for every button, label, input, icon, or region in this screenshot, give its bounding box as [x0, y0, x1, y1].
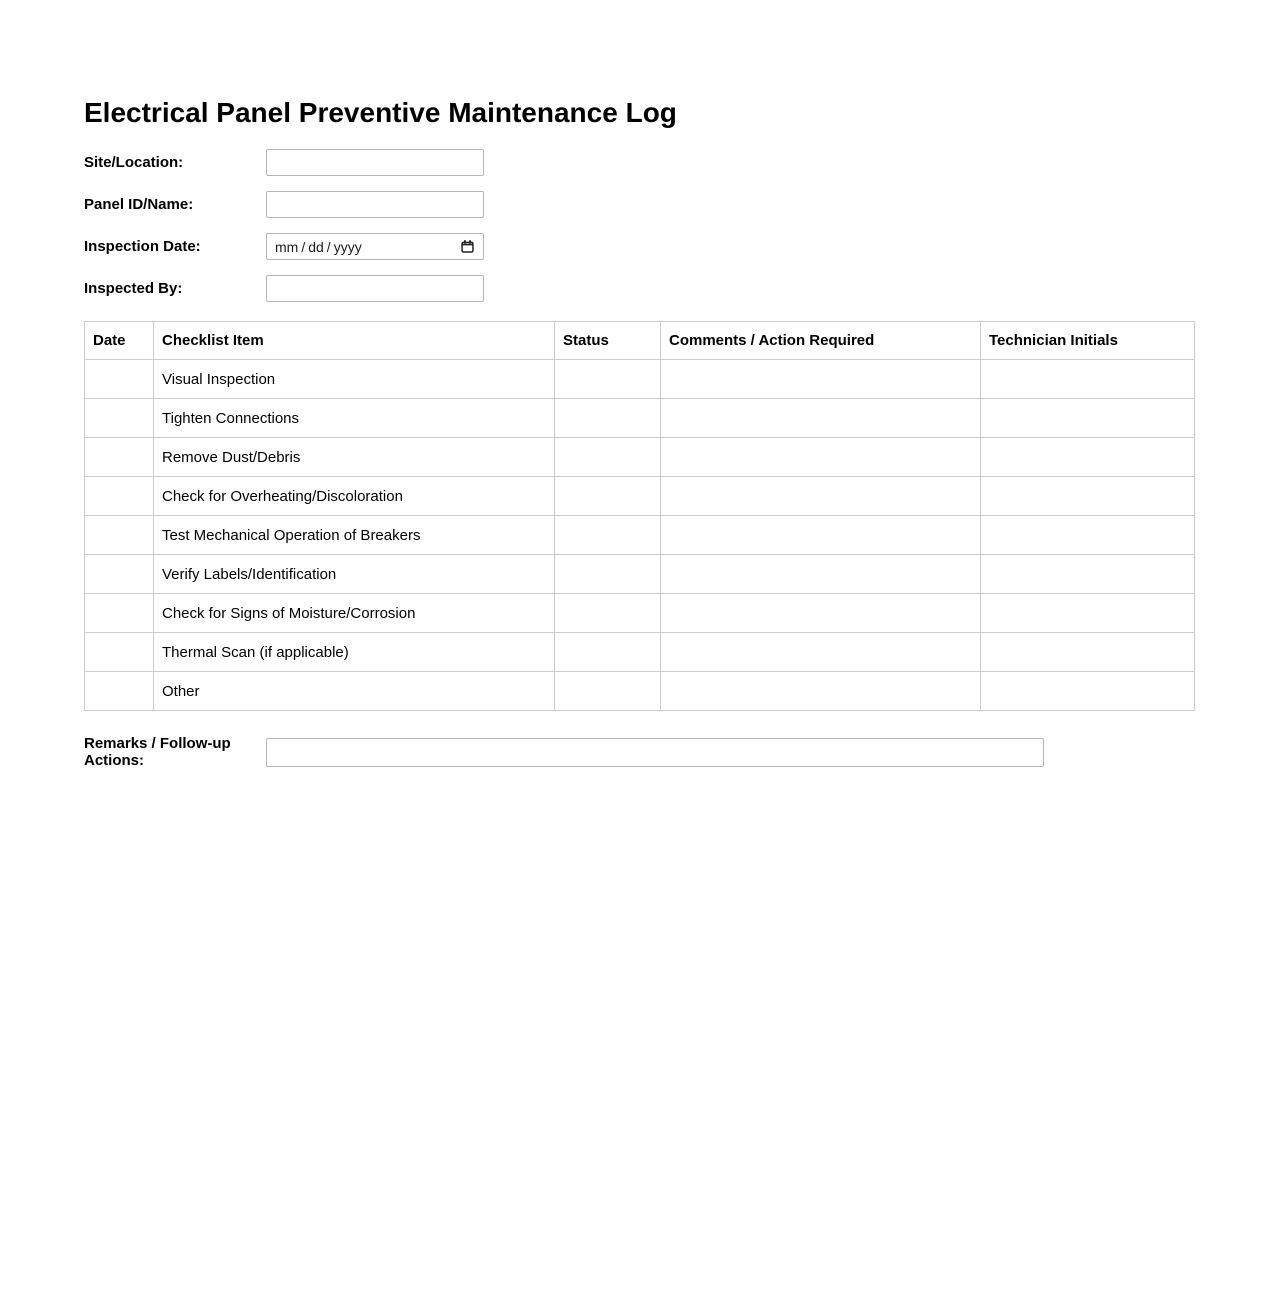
date-separator: / [301, 238, 306, 255]
site-location-label: Site/Location: [84, 154, 184, 172]
cell-initials [981, 438, 1195, 477]
cell-date [85, 477, 154, 516]
cell-date [85, 594, 154, 633]
form-row-inspection-date [84, 233, 1194, 260]
form-row-site-location [84, 149, 1194, 176]
cell-item: Tighten Connections [154, 399, 555, 438]
checklist-row [85, 594, 1195, 633]
cell-item: Test Mechanical Operation of Breakers [154, 516, 555, 555]
column-header-comments: Comments / Action Required [661, 322, 981, 360]
cell-comments [661, 672, 981, 711]
cell-initials [981, 516, 1195, 555]
cell-date [85, 672, 154, 711]
form-row-inspected-by [84, 275, 1194, 302]
cell-initials [981, 633, 1195, 672]
cell-date [85, 360, 154, 399]
cell-comments [661, 633, 981, 672]
inspection-date-label: Inspection Date: [84, 238, 201, 256]
panel-id-label: Panel ID/Name: [84, 196, 194, 214]
cell-item: Check for Signs of Moisture/Corrosion [154, 594, 555, 633]
cell-comments [661, 360, 981, 399]
checklist-row [85, 399, 1195, 438]
cell-status [555, 555, 661, 594]
maintenance-log-page [84, 0, 1194, 769]
checklist-row [85, 633, 1195, 672]
remarks-input[interactable] [266, 738, 1044, 767]
cell-comments [661, 594, 981, 633]
cell-status [555, 360, 661, 399]
cell-status [555, 438, 661, 477]
cell-item: Remove Dust/Debris [154, 438, 555, 477]
cell-date [85, 516, 154, 555]
cell-date [85, 438, 154, 477]
checklist-header-row [85, 322, 1195, 360]
site-location-input[interactable] [266, 149, 484, 176]
cell-comments [661, 399, 981, 438]
column-header-technician-initials: Technician Initials [981, 322, 1195, 360]
cell-date [85, 399, 154, 438]
cell-initials [981, 672, 1195, 711]
checklist-row [85, 360, 1195, 399]
cell-comments [661, 555, 981, 594]
column-header-date: Date [85, 322, 154, 360]
cell-status [555, 516, 661, 555]
inspected-by-input[interactable] [266, 275, 484, 302]
cell-comments [661, 438, 981, 477]
form-row-panel-id [84, 191, 1194, 218]
cell-status [555, 672, 661, 711]
checklist-row [85, 672, 1195, 711]
cell-status [555, 399, 661, 438]
checklist-row [85, 477, 1195, 516]
cell-item: Visual Inspection [154, 360, 555, 399]
cell-initials [981, 477, 1195, 516]
panel-id-input[interactable] [266, 191, 484, 218]
cell-item: Thermal Scan (if applicable) [154, 633, 555, 672]
date-placeholder-year: yyyy [333, 238, 362, 255]
header-form [84, 149, 1194, 302]
checklist-row [85, 555, 1195, 594]
cell-initials [981, 399, 1195, 438]
cell-status [555, 594, 661, 633]
checklist-table [84, 321, 1195, 711]
cell-comments [661, 477, 981, 516]
inspected-by-label: Inspected By: [84, 280, 183, 298]
column-header-checklist-item: Checklist Item [154, 322, 555, 360]
checklist-row [85, 516, 1195, 555]
inspection-date-input[interactable] [266, 233, 484, 260]
cell-item: Other [154, 672, 555, 711]
column-header-status: Status [555, 322, 661, 360]
date-placeholder-day: dd [308, 238, 324, 255]
calendar-icon[interactable] [460, 239, 475, 254]
page-title: Electrical Panel Preventive Maintenance Log [84, 97, 677, 128]
cell-status [555, 477, 661, 516]
date-separator: / [326, 238, 331, 255]
remarks-row [84, 735, 1194, 769]
cell-initials [981, 360, 1195, 399]
date-placeholder-month: mm [275, 238, 299, 255]
cell-comments [661, 516, 981, 555]
checklist-row [85, 438, 1195, 477]
cell-initials [981, 555, 1195, 594]
cell-item: Verify Labels/Identification [154, 555, 555, 594]
cell-initials [981, 594, 1195, 633]
remarks-label: Remarks / Follow-up Actions: [84, 735, 231, 770]
cell-date [85, 555, 154, 594]
cell-date [85, 633, 154, 672]
cell-item: Check for Overheating/Discoloration [154, 477, 555, 516]
cell-status [555, 633, 661, 672]
